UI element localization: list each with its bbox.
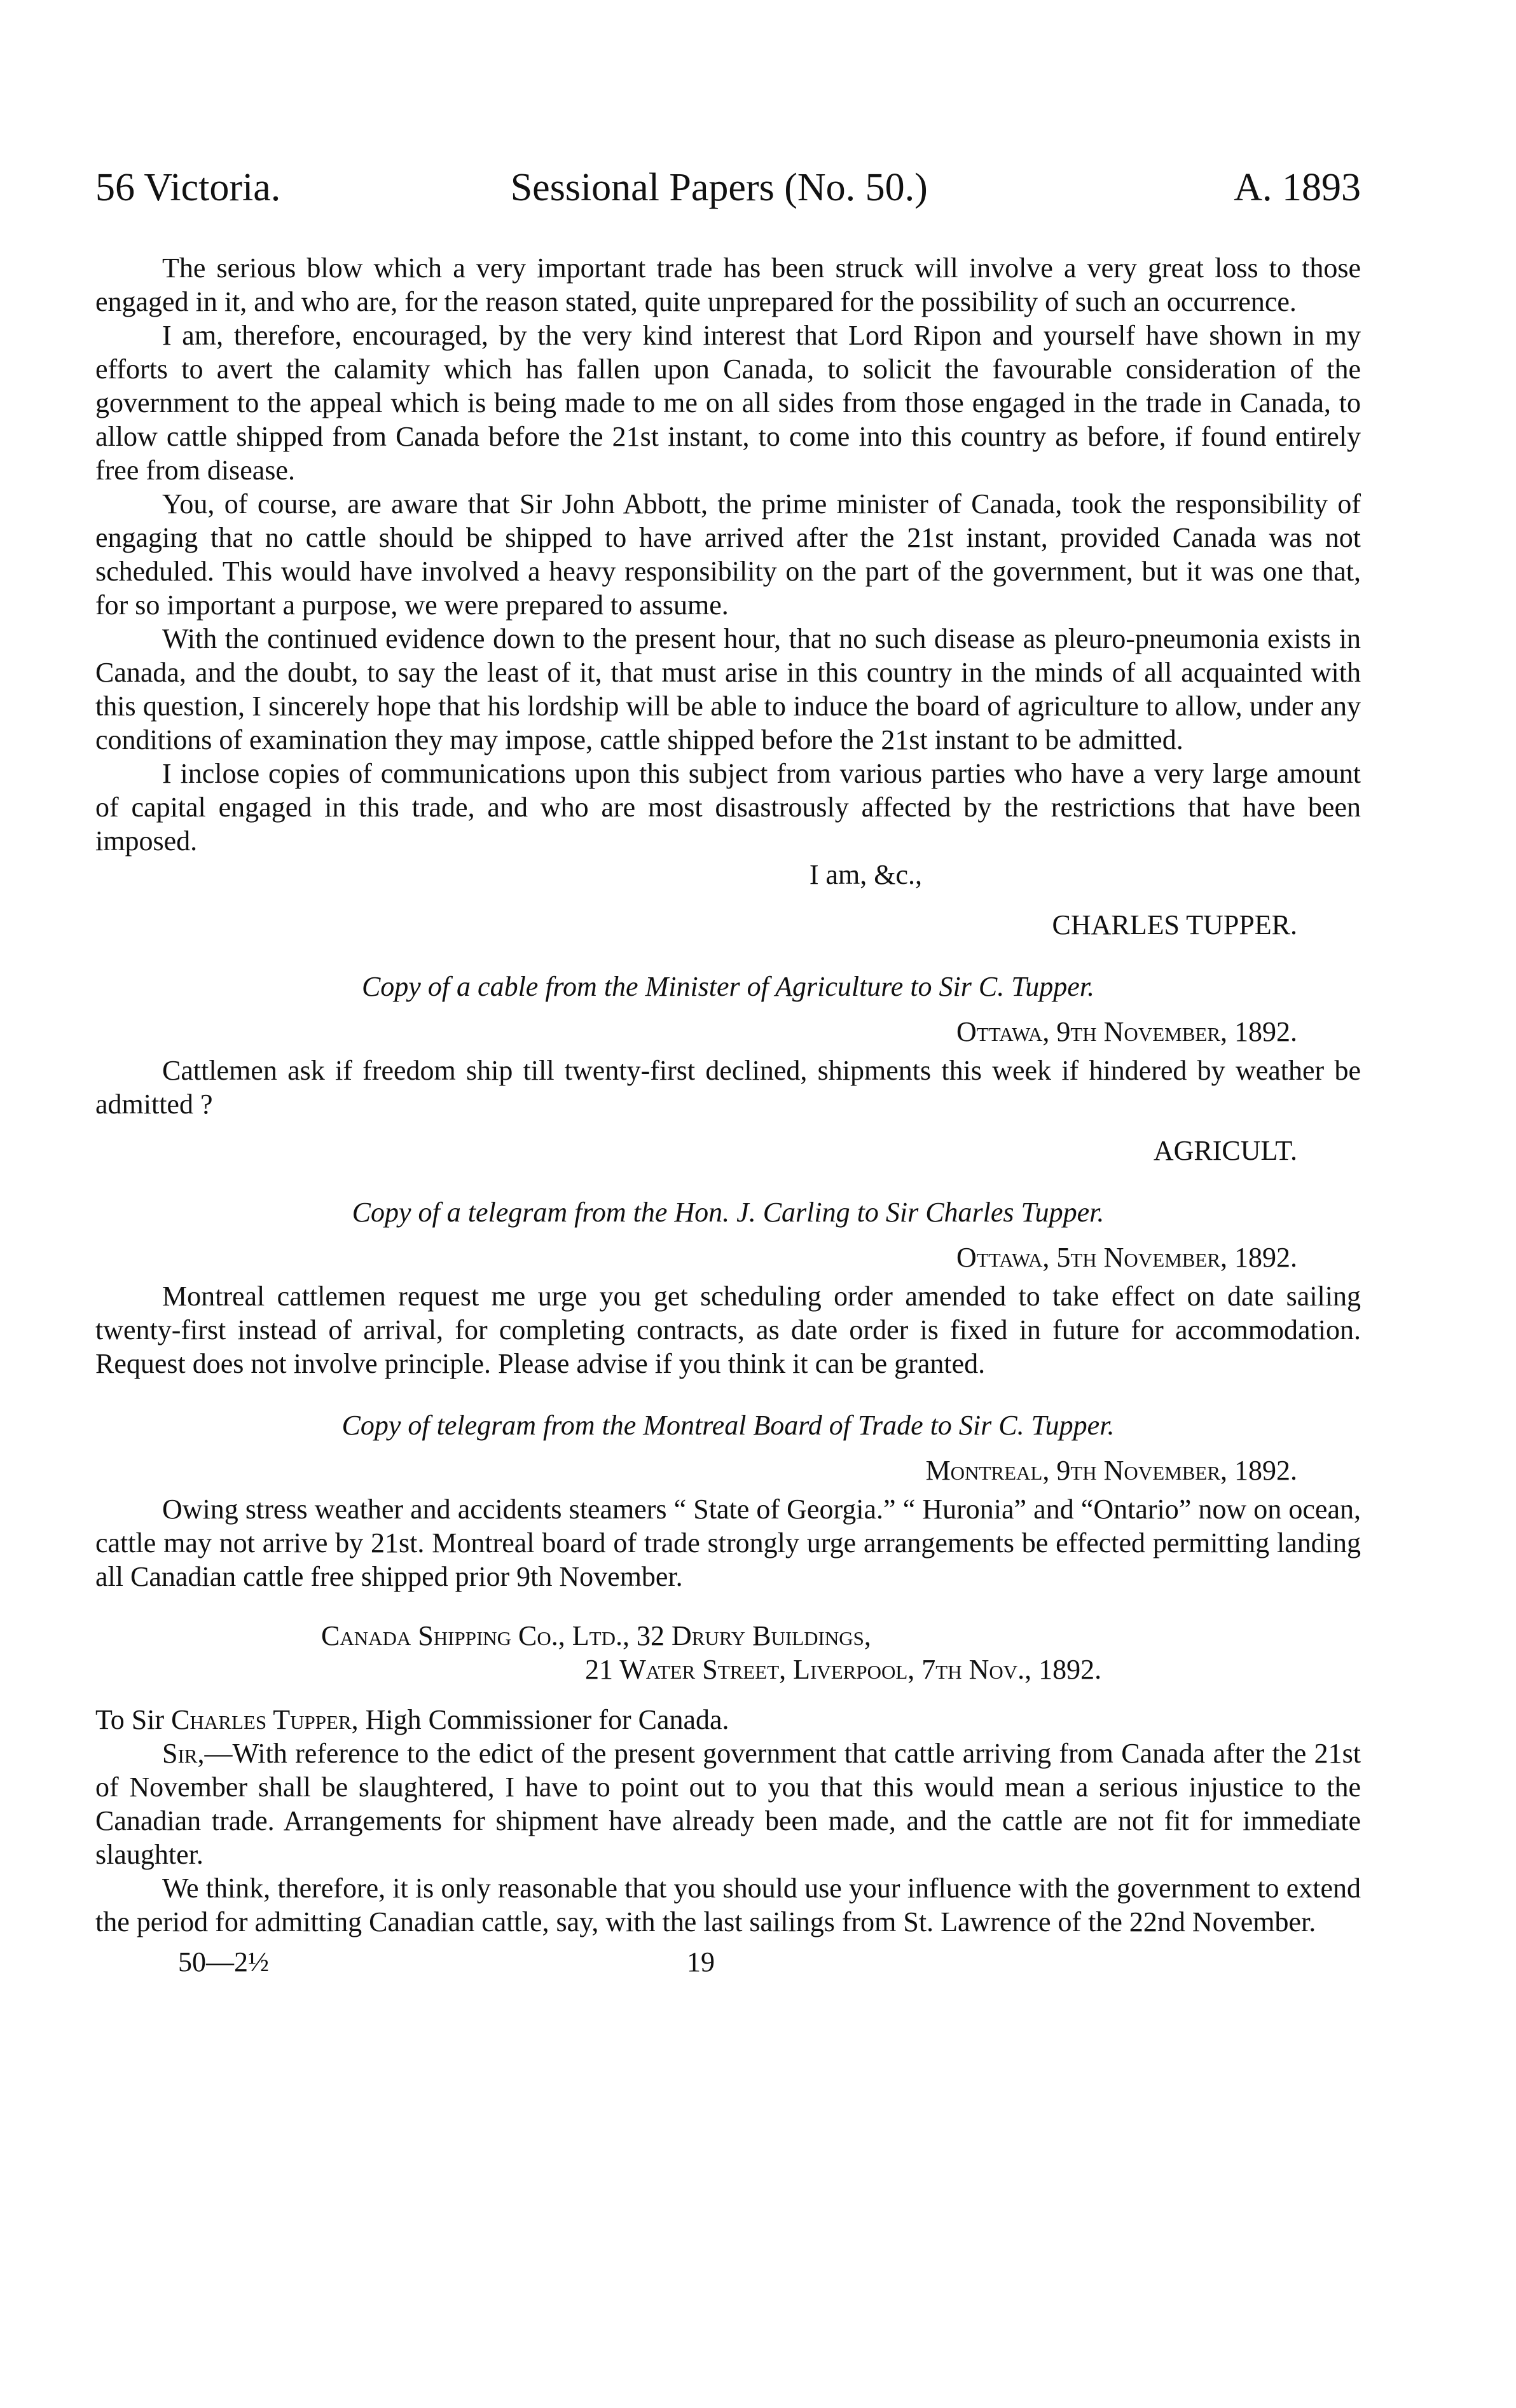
letter-address-line-2: 21 Water Street, Liverpool, 7th Nov., 1892. [585, 1654, 1102, 1685]
paragraph: The serious blow which a very important trade has been struck will involve a very great loss to those engaged in it, and who are, for the reason stated, quite unprepared for the possibility of such an occurrence. [95, 252, 1361, 317]
paragraph: I inclose copies of communications upon this subject from various parties who have a very large amount of capital engaged in this trade, and who are most disastrously affected by the restrictions that have been imposed. [95, 758, 1361, 857]
letter-salutation: Sir, [162, 1738, 205, 1769]
telegram-carling-dateline: Ottawa, 5th November, 1892. [956, 1242, 1297, 1273]
recipient-title: , High Commissioner for Canada. [351, 1704, 729, 1735]
letter-address-line-1: Canada Shipping Co., Ltd., 32 Drury Buildings, [321, 1620, 871, 1651]
telegram-carling-caption: Copy of a telegram from the Hon. J. Carling to Sir Charles Tupper. [352, 1197, 1105, 1228]
header-year: A. 1893 [1234, 166, 1361, 209]
running-header [95, 162, 1361, 213]
cable-dateline: Ottawa, 9th November, 1892. [956, 1016, 1297, 1047]
page-number: 19 [687, 1946, 715, 1978]
letter-recipient [95, 1703, 1361, 1737]
header-title: Sessional Papers (No. 50.) [510, 166, 928, 209]
letter-paragraph [95, 1737, 1361, 1871]
page-footer [95, 1945, 1361, 1979]
closing-phrase: I am, &c., [809, 859, 922, 890]
document-page [95, 162, 1361, 1979]
telegram-board-dateline: Montreal, 9th November, 1892. [925, 1455, 1297, 1486]
cable-caption: Copy of a cable from the Minister of Agriculture to Sir C. Tupper. [361, 971, 1095, 1002]
recipient-prefix: To Sir [95, 1704, 165, 1735]
signature-mark: 50—2½ [178, 1946, 269, 1978]
paragraph: With the continued evidence down to the present hour, that no such disease as pleuro-pneumonia exists in Canada, and the doubt, to say the least of it, that must arise in this country in the minds of all acquainted with this question, I sincerely hope that his lordship will be able to induce the board of agriculture to allow, under any conditions of examination they may impose, cattle shipped before the 21st instant to be admitted. [95, 623, 1361, 755]
letter-paragraph-text: —With reference to the edict of the present government that cattle arriving from Canada after the 21st of November shall be slaughtered, I have to point out to you that this would mean a serious injustice to the Canadian trade. Arrangements for shipment have already been made, and the cattle are not fit for immediate slaughter. [95, 1738, 1361, 1870]
letter-paragraph: We think, therefore, it is only reasonable that you should use your influence with the government to extend the period for admitting Canadian cattle, say, with the last sailings from St. Lawrence of the 22nd November. [95, 1873, 1361, 1937]
telegram-board-text: Owing stress weather and accidents steamers “ State of Georgia.” “ Huronia” and “Ontario” now on ocean, cattle may not arrive by 21st. Montreal board of trade strongly urge arrangements be effected permitting landing all Canadian cattle free shipped prior 9th November. [95, 1494, 1361, 1592]
cable-text: Cattlemen ask if freedom ship till twenty-first declined, shipments this week if hindered by weather be admitted ? [95, 1055, 1361, 1120]
telegram-carling-text: Montreal cattlemen request me urge you get scheduling order amended to take effect on date sailing twenty-first instead of arrival, for completing contracts, as date order is fixed in future for accommodation. Request does not involve principle. Please advise if you think it can be granted. [95, 1281, 1361, 1379]
telegram-board-caption: Copy of telegram from the Montreal Board of Trade to Sir C. Tupper. [341, 1410, 1115, 1441]
paragraph: I am, therefore, encouraged, by the very kind interest that Lord Ripon and yourself have shown in my efforts to avert the calamity which has fallen upon Canada, to solicit the favourable consideration of the government to the appeal which is being made to me on all sides from those engaged in the trade in Canada, to allow cattle shipped from Canada before the 21st instant, to come into this country as before, if found entirely free from disease. [95, 320, 1361, 486]
cable-signature: AGRICULT. [1153, 1135, 1297, 1166]
recipient-name: Charles Tupper [171, 1704, 352, 1735]
closing-signature: CHARLES TUPPER. [1052, 909, 1297, 940]
header-session: 56 Victoria. [95, 166, 281, 209]
paragraph: You, of course, are aware that Sir John Abbott, the prime minister of Canada, took the responsibility of engaging that no cattle should be shipped to have arrived after the 21st instant, provided Canada was not scheduled. This would have involved a heavy responsibility on the part of the government, but it was one that, for so important a purpose, we were prepared to assume. [95, 488, 1361, 621]
